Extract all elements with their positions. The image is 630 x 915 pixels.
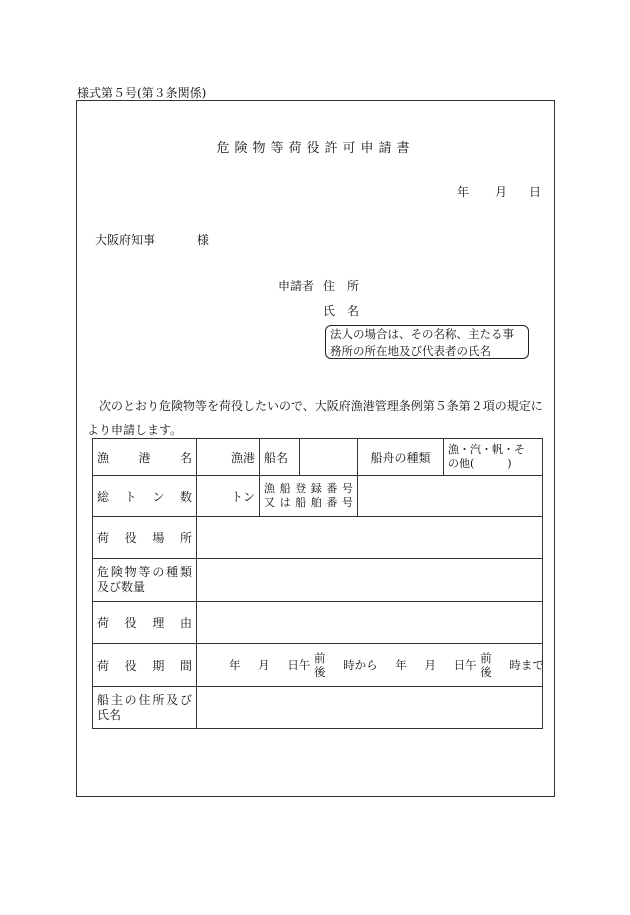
application-table xyxy=(92,438,543,729)
hazmat-value[interactable] xyxy=(197,559,543,602)
owner-label-line1: 船主の住所及び xyxy=(97,692,192,707)
corporate-note-line1: 法人の場合は、その名称、主たる事 xyxy=(330,327,514,341)
table-row-fishing-port xyxy=(93,439,543,476)
hazmat-label-line2: 及び数量 xyxy=(97,580,146,594)
period-end-ampm-prefix: 午 xyxy=(465,658,477,672)
owner-value[interactable] xyxy=(197,687,543,729)
period-start-year: 年 xyxy=(229,658,241,672)
applicant-label: 申請者 xyxy=(278,279,315,293)
fishing-port-suffix: 漁港 xyxy=(197,439,260,476)
fishing-port-label: 漁港名 xyxy=(93,439,197,476)
registration-label-line2: 又は船舶番号 xyxy=(264,496,353,509)
vessel-type-label: 船舟の種類 xyxy=(358,439,444,476)
period-start-pm: 後 xyxy=(313,665,326,679)
registration-label xyxy=(260,476,358,517)
addressee-name: 大阪府知事 xyxy=(95,233,156,247)
date-year: 年 xyxy=(457,185,470,199)
applicant-address-label: 住 所 xyxy=(323,279,360,293)
gross-tonnage-label: 総トン数 xyxy=(93,476,197,517)
owner-label xyxy=(93,687,197,729)
addressee xyxy=(95,231,209,248)
vessel-name-value[interactable] xyxy=(300,439,358,476)
vessel-type-options xyxy=(444,439,543,476)
date-month: 月 xyxy=(495,185,508,199)
period-end-year: 年 xyxy=(395,658,407,672)
handling-reason-value[interactable] xyxy=(197,602,543,644)
period-start-month: 月 xyxy=(258,658,270,672)
corporate-note-line2: 務所の所在地及び代表者の氏名 xyxy=(330,344,491,358)
vessel-name-label: 船名 xyxy=(260,439,300,476)
period-from: 時から xyxy=(343,658,378,672)
handling-period-label: 荷役期間 xyxy=(93,644,197,687)
vessel-type-options-line1: 漁・汽・帆・そ xyxy=(448,443,525,456)
table-row-owner xyxy=(93,687,543,729)
application-statement: 次のとおり危険物等を荷役したいので、大阪府漁港管理条例第５条第２項の規定により申請します。 xyxy=(87,399,543,437)
vessel-type-options-line2: の他( ) xyxy=(448,457,512,470)
table-row-tonnage xyxy=(93,476,543,517)
date-day: 日 xyxy=(529,185,542,199)
handling-place-label: 荷役場所 xyxy=(93,517,197,559)
period-end-month: 月 xyxy=(424,658,436,672)
form-number: 様式第５号(第３条関係) xyxy=(77,86,207,100)
period-start-day: 日 xyxy=(287,658,299,672)
owner-label-line2: 氏名 xyxy=(97,707,122,722)
form-title: 危険物等荷役許可申請書 xyxy=(216,141,415,156)
hazmat-label xyxy=(93,559,197,602)
period-start-am: 前 xyxy=(313,651,326,665)
table-row-handling-reason xyxy=(93,602,543,644)
corporate-note xyxy=(325,325,529,359)
tonnage-unit: トン xyxy=(197,476,260,517)
application-form xyxy=(76,100,555,797)
applicant-name-label: 氏 名 xyxy=(323,304,360,318)
table-row-handling-period xyxy=(93,644,543,687)
table-row-hazmat xyxy=(93,559,543,602)
period-end-am: 前 xyxy=(480,651,492,665)
period-start-ampm xyxy=(314,651,326,679)
handling-period-value[interactable] xyxy=(197,644,543,687)
period-until: 時まで xyxy=(509,658,544,672)
table-row-handling-place xyxy=(93,517,543,559)
period-start-ampm-prefix: 午 xyxy=(298,658,311,672)
handling-place-value[interactable] xyxy=(197,517,543,559)
registration-value[interactable] xyxy=(358,476,543,517)
addressee-honorific: 様 xyxy=(196,233,209,247)
period-end-ampm xyxy=(480,651,492,679)
registration-label-line1: 漁船登録番号 xyxy=(264,482,353,495)
period-end-day: 日 xyxy=(453,658,466,672)
period-end-pm: 後 xyxy=(480,665,492,679)
handling-reason-label: 荷役理由 xyxy=(93,602,197,644)
hazmat-label-line1: 危険物等の種類 xyxy=(97,565,192,579)
